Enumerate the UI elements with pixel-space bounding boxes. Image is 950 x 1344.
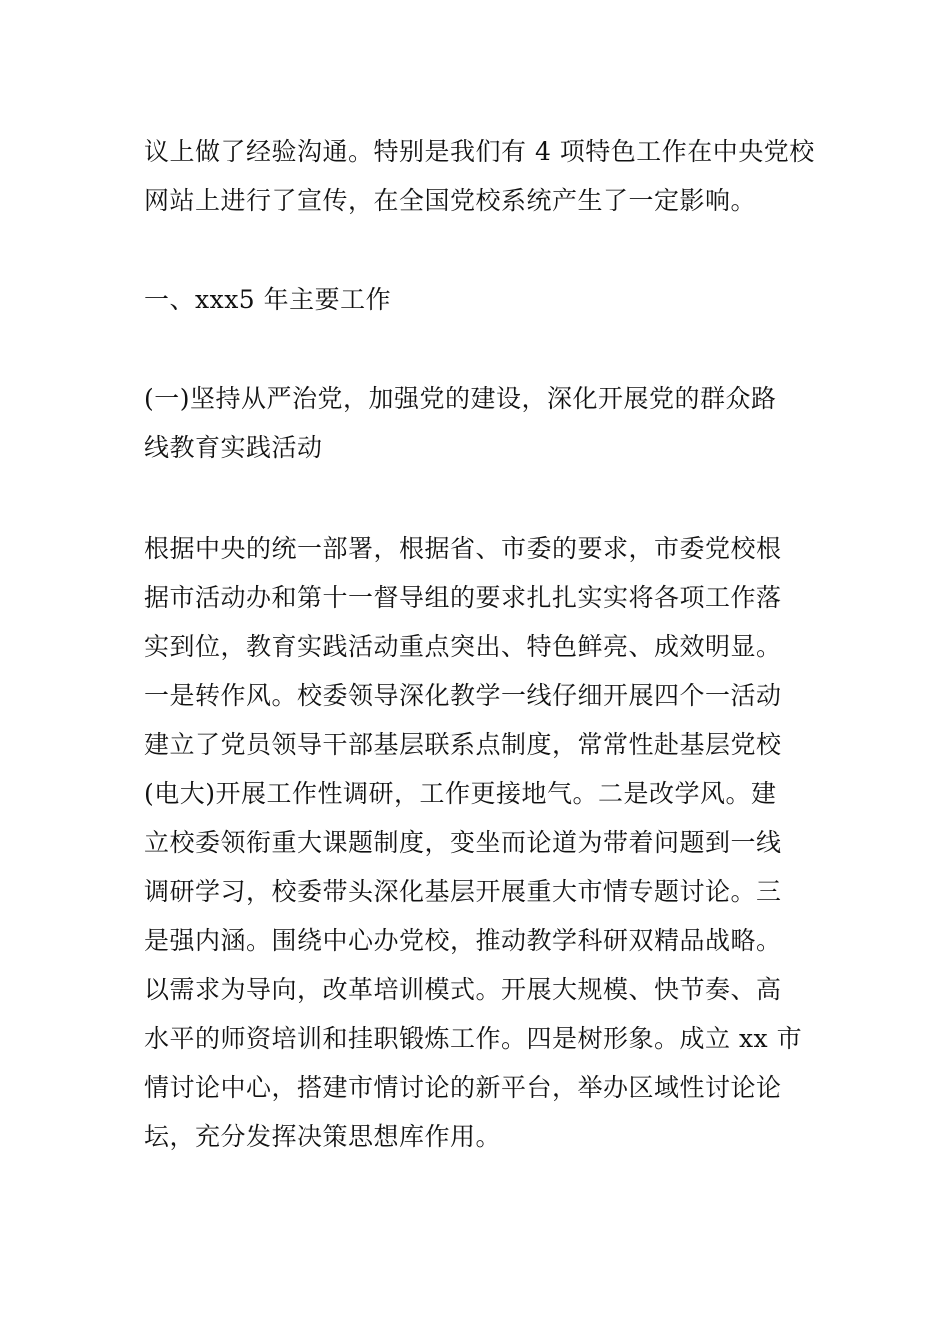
subheading-line: (一)坚持从严治党，加强党的建设，深化开展党的群众路 [144,384,777,413]
text-line: 是强内涵。围绕中心办党校，推动教学科研双精品战略。 [144,926,782,955]
text-line: 据市活动办和第十一督导组的要求扎扎实实将各项工作落 [144,583,782,612]
text-line: 实到位，教育实践活动重点突出、特色鲜亮、成效明显。 [144,632,782,661]
heading-line: 一、xxx5 年主要工作 [144,285,392,314]
text-line: 立校委领衔重大课题制度，变坐而论道为带着问题到一线 [144,828,782,857]
text-line: (电大)开展工作性调研，工作更接地气。二是改学风。建 [144,779,777,808]
subsection-heading [144,374,824,472]
text-line: 网站上进行了宣传，在全国党校系统产生了一定影响。 [144,186,757,215]
text-line: 建立了党员领导干部基层联系点制度，常常性赴基层党校 [144,730,782,759]
text-line: 根据中央的统一部署，根据省、市委的要求，市委党校根 [144,534,782,563]
text-line: 一是转作风。校委领导深化教学一线仔细开展四个一活动 [144,681,782,710]
text-line: 调研学习，校委带头深化基层开展重大市情专题讨论。三 [144,877,782,906]
section-heading [144,275,824,324]
text-line: 议上做了经验沟通。特别是我们有 4 项特色工作在中央党校 [144,137,815,166]
text-line: 情讨论中心，搭建市情讨论的新平台，举办区域性讨论论 [144,1073,782,1102]
body-paragraph [144,524,824,1161]
text-line: 以需求为导向，改革培训模式。开展大规模、快节奏、高 [144,975,782,1004]
text-line: 水平的师资培训和挂职锻炼工作。四是树形象。成立 xx 市 [144,1024,803,1053]
intro-paragraph [144,127,824,225]
subheading-line: 线教育实践活动 [144,433,323,462]
text-line: 坛，充分发挥决策思想库作用。 [144,1122,502,1151]
